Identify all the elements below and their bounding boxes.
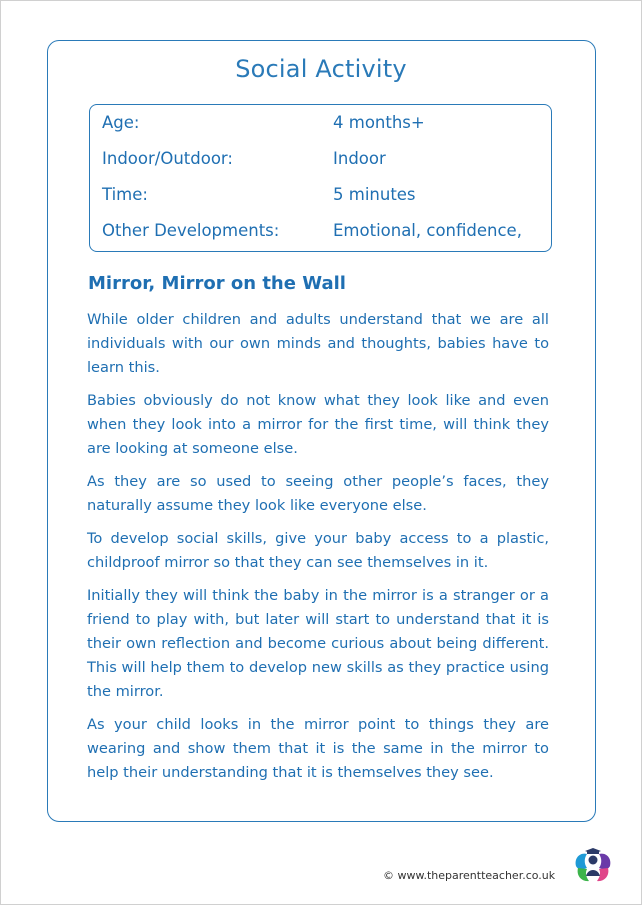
- footer-copyright: © www.theparentteacher.co.uk: [383, 869, 556, 882]
- activity-info-box: [89, 104, 552, 252]
- paragraph: As they are so used to seeing other people’s faces, they naturally assume they look like everyone else.: [87, 473, 549, 514]
- paragraph: Initially they will think the baby in the mirror is a stranger or a friend to play with, but later will start to understand that it is their own reflection and become curious about being different. This will help them to develop new skills as they practice using the mirror.: [87, 587, 549, 700]
- paragraph: To develop social skills, give your baby access to a plastic, childproof mirror so that they can see themselves in it.: [87, 530, 549, 571]
- info-value: Indoor: [333, 149, 386, 168]
- info-row-age: [90, 113, 551, 137]
- info-value: 4 months+: [333, 113, 425, 132]
- parent-teacher-logo-icon: [570, 846, 616, 886]
- activity-heading: Mirror, Mirror on the Wall: [88, 273, 346, 294]
- info-label: Time:: [102, 185, 148, 204]
- page-title: Social Activity: [235, 55, 407, 83]
- info-label: Other Developments:: [102, 221, 280, 240]
- info-label: Age:: [102, 113, 140, 132]
- info-row-developments: [90, 221, 551, 245]
- info-row-time: [90, 185, 551, 209]
- activity-description: [87, 308, 549, 794]
- info-value: Emotional, confidence,: [333, 221, 522, 240]
- paragraph: While older children and adults understand that we are all individuals with our own minds and thoughts, babies have to learn this.: [87, 311, 549, 376]
- info-value: 5 minutes: [333, 185, 416, 204]
- info-row-location: [90, 149, 551, 173]
- paragraph: Babies obviously do not know what they look like and even when they look into a mirror for the first time, will think they are looking at someone else.: [87, 392, 549, 457]
- info-label: Indoor/Outdoor:: [102, 149, 233, 168]
- paragraph: As your child looks in the mirror point to things they are wearing and show them that it is the same in the mirror to help their understanding that it is themselves they see.: [87, 716, 549, 781]
